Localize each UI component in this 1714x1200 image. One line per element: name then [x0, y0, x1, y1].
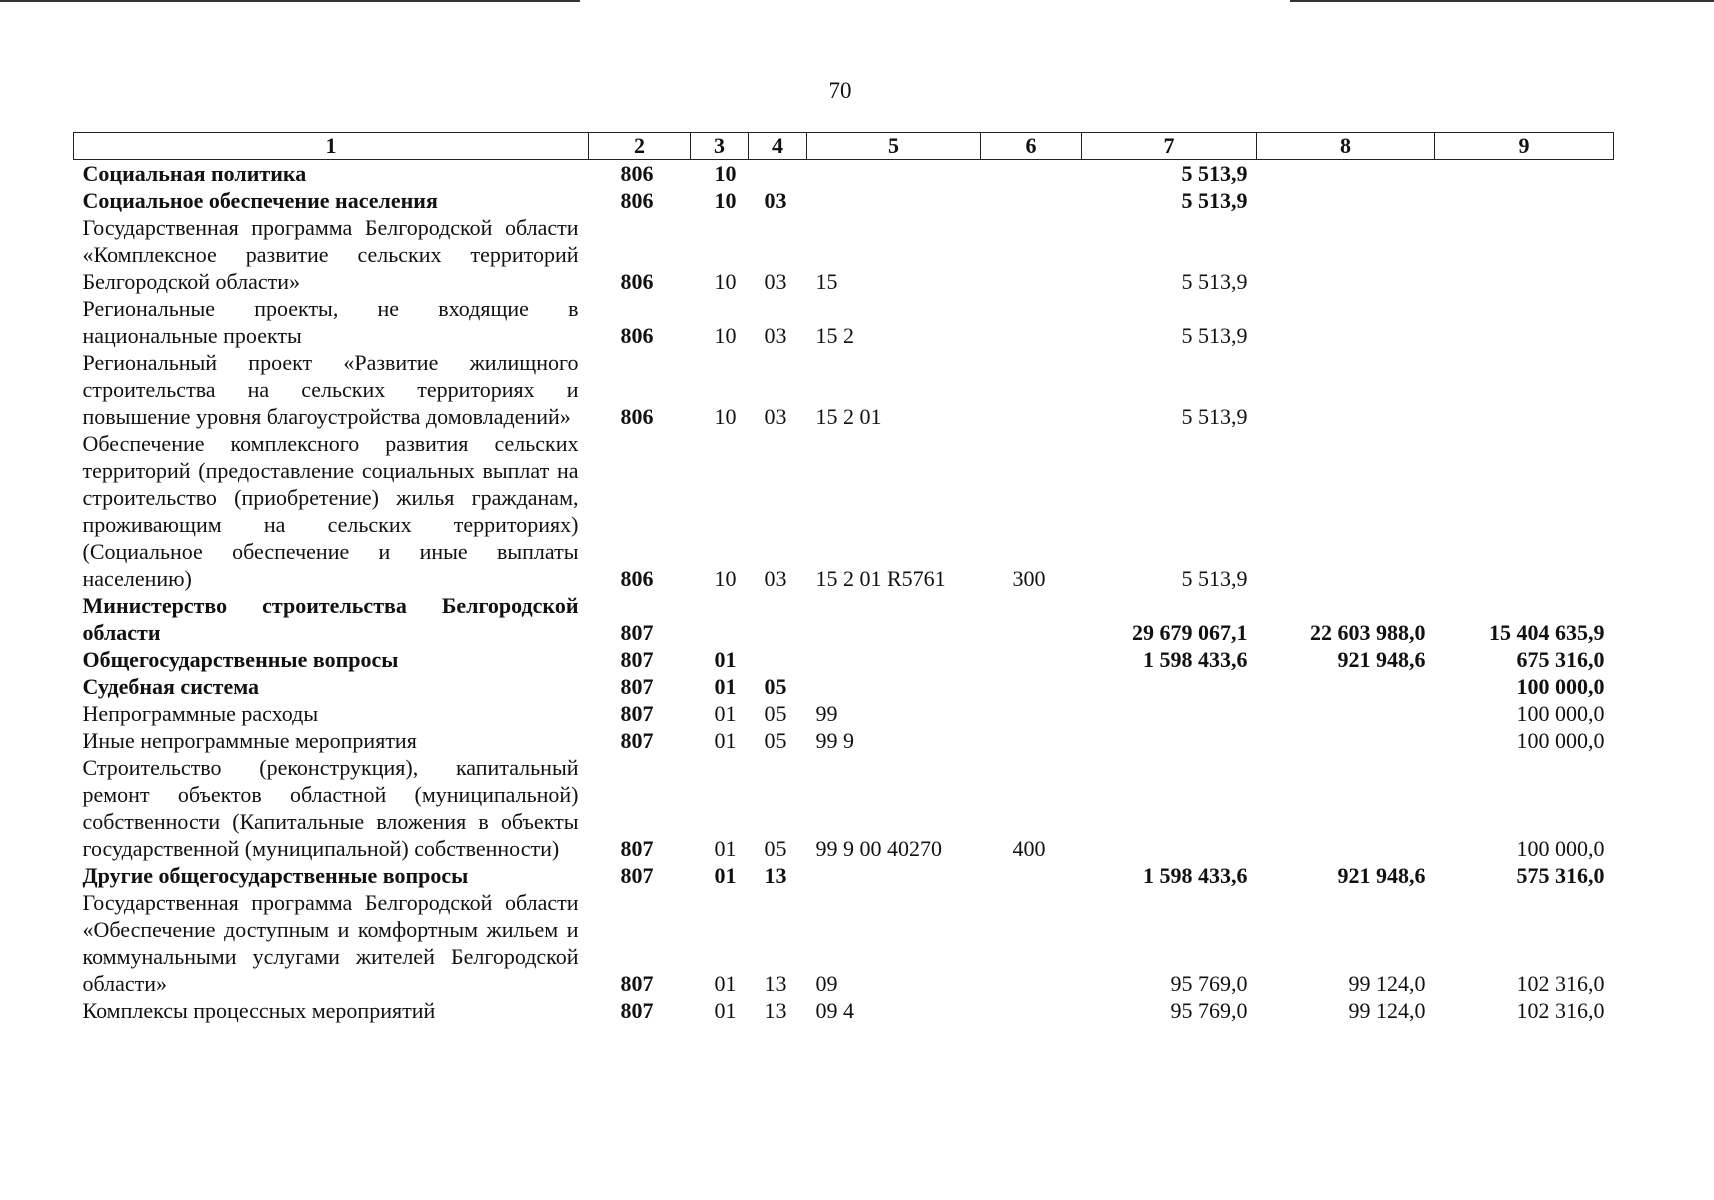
row-code-ministry: 807	[620, 674, 654, 699]
row-amount-col7: 5 513,9	[1181, 269, 1248, 294]
row-code-target	[807, 187, 981, 214]
row-amount-col7	[1082, 727, 1257, 754]
top-rule-left	[0, 0, 580, 2]
row-code-section: 01	[714, 863, 737, 888]
row-description: Социальная политика	[82, 161, 307, 186]
row-code-section	[691, 592, 749, 646]
row-description: Судебная система	[82, 674, 260, 699]
top-rule-right	[1290, 0, 1714, 2]
row-code-ministry: 806	[620, 566, 654, 591]
table-row	[74, 754, 1614, 862]
row-amount-col7: 5 513,9	[1181, 404, 1248, 429]
table-row	[74, 862, 1614, 889]
row-code-expense-type: 400	[1012, 836, 1046, 861]
row-description: Иные непрограммные мероприятия	[82, 728, 417, 753]
row-amount-col9: 100 000,0	[1516, 674, 1605, 699]
row-amount-col9	[1435, 295, 1614, 349]
row-code-subsection	[749, 160, 807, 188]
row-amount-col9: 100 000,0	[1516, 728, 1605, 753]
row-code-ministry: 806	[620, 161, 654, 186]
row-amount-col9	[1435, 160, 1614, 188]
row-amount-col8	[1257, 754, 1435, 862]
row-amount-col8	[1257, 349, 1435, 430]
row-code-section: 01	[714, 971, 737, 996]
row-amount-col8: 921 948,6	[1337, 647, 1426, 672]
row-amount-col8	[1257, 673, 1435, 700]
row-amount-col9: 15 404 635,9	[1489, 620, 1605, 645]
table-row	[74, 727, 1614, 754]
row-code-subsection: 13	[764, 863, 787, 888]
row-code-section: 01	[714, 836, 737, 861]
row-code-expense-type	[981, 295, 1082, 349]
row-code-ministry: 807	[620, 971, 654, 996]
row-code-expense-type	[981, 727, 1082, 754]
page-number: 70	[828, 78, 852, 103]
row-code-target: 15	[815, 269, 838, 294]
row-code-subsection: 03	[764, 323, 787, 348]
row-code-subsection	[749, 646, 807, 673]
row-code-section: 10	[714, 188, 737, 213]
header-col-1: 1	[74, 133, 589, 160]
table-row	[74, 160, 1614, 188]
row-amount-col9	[1435, 214, 1614, 295]
row-code-ministry: 807	[620, 863, 654, 888]
table-body	[74, 160, 1614, 1025]
row-amount-col9	[1435, 349, 1614, 430]
header-col-4: 4	[749, 133, 807, 160]
row-amount-col7: 5 513,9	[1181, 323, 1248, 348]
row-code-target: 09	[815, 971, 838, 996]
table-row	[74, 592, 1614, 646]
row-code-expense-type	[981, 187, 1082, 214]
row-code-subsection: 03	[764, 269, 787, 294]
row-amount-col8	[1257, 700, 1435, 727]
row-code-expense-type	[981, 673, 1082, 700]
budget-table	[73, 132, 1614, 1024]
row-code-ministry: 806	[620, 269, 654, 294]
row-amount-col9: 102 316,0	[1516, 998, 1605, 1023]
row-description: Министерство строительства Белгородской области	[82, 593, 579, 645]
row-code-subsection: 13	[764, 998, 787, 1023]
row-code-section: 10	[714, 323, 737, 348]
row-amount-col7	[1082, 754, 1257, 862]
row-description: Общегосударственные вопросы	[82, 647, 399, 672]
row-amount-col9	[1435, 187, 1614, 214]
row-code-ministry: 807	[620, 998, 654, 1023]
row-amount-col8	[1257, 187, 1435, 214]
row-code-target: 99 9	[815, 728, 854, 753]
row-code-target	[807, 862, 981, 889]
row-amount-col9: 102 316,0	[1516, 971, 1605, 996]
row-amount-col7	[1082, 700, 1257, 727]
table-row	[74, 214, 1614, 295]
row-code-expense-type: 300	[1012, 566, 1046, 591]
row-amount-col8: 99 124,0	[1348, 998, 1426, 1023]
header-col-8: 8	[1257, 133, 1435, 160]
row-code-target	[807, 160, 981, 188]
header-col-6: 6	[981, 133, 1082, 160]
header-col-5: 5	[807, 133, 981, 160]
row-code-ministry: 807	[620, 620, 654, 645]
header-col-3: 3	[691, 133, 749, 160]
row-code-subsection: 13	[764, 971, 787, 996]
row-description: Непрограммные расходы	[82, 701, 319, 726]
row-code-expense-type	[981, 862, 1082, 889]
row-description: Государственная программа Белгородской области «Обеспечение доступным и комфортным жильем и коммунальными услугами жителей Белгородской области»	[82, 890, 579, 996]
row-code-section: 10	[714, 269, 737, 294]
row-amount-col8	[1257, 160, 1435, 188]
row-code-subsection: 05	[764, 674, 787, 699]
row-code-target: 15 2 01 R5761	[815, 566, 946, 591]
header-row	[74, 133, 1614, 160]
row-code-ministry: 807	[620, 728, 654, 753]
row-code-ministry: 806	[620, 323, 654, 348]
row-code-subsection: 05	[764, 728, 787, 753]
row-code-section: 10	[714, 161, 737, 186]
row-amount-col7: 5 513,9	[1181, 188, 1248, 213]
row-code-target	[807, 673, 981, 700]
row-code-expense-type	[981, 592, 1082, 646]
row-code-subsection: 05	[764, 701, 787, 726]
table-row	[74, 295, 1614, 349]
row-code-expense-type	[981, 646, 1082, 673]
row-code-ministry: 807	[620, 701, 654, 726]
row-description: Государственная программа Белгородской области «Комплексное развитие сельских территорий Белгородской области»	[82, 215, 579, 294]
header-col-7: 7	[1082, 133, 1257, 160]
row-code-ministry: 806	[620, 188, 654, 213]
row-code-expense-type	[981, 997, 1082, 1024]
header-col-2: 2	[589, 133, 691, 160]
row-amount-col8: 921 948,6	[1337, 863, 1426, 888]
row-code-expense-type	[981, 700, 1082, 727]
row-code-section: 01	[714, 647, 737, 672]
row-description: Комплексы процессных мероприятий	[82, 998, 436, 1023]
table-row	[74, 349, 1614, 430]
table-row	[74, 430, 1614, 592]
row-amount-col9: 100 000,0	[1516, 836, 1605, 861]
row-amount-col7: 95 769,0	[1170, 998, 1248, 1023]
row-description: Обеспечение комплексного развития сельских территорий (предоставление социальных выплат на строительство (приобретение) жилья гражданам, проживающим на сельских территориях) (Социальное обеспечение и иные выплаты населению)	[82, 431, 579, 591]
row-code-subsection: 05	[764, 836, 787, 861]
row-amount-col7: 29 679 067,1	[1132, 620, 1248, 645]
row-description: Другие общегосударственные вопросы	[82, 863, 469, 888]
row-amount-col8	[1257, 430, 1435, 592]
table-row	[74, 673, 1614, 700]
row-code-section: 01	[714, 998, 737, 1023]
row-code-section: 10	[714, 566, 737, 591]
table-row	[74, 646, 1614, 673]
row-code-ministry: 806	[620, 404, 654, 429]
row-amount-col8: 22 603 988,0	[1310, 620, 1426, 645]
row-amount-col9: 100 000,0	[1516, 701, 1605, 726]
row-description: Региональные проекты, не входящие в национальные проекты	[82, 296, 579, 348]
row-amount-col8	[1257, 727, 1435, 754]
row-code-expense-type	[981, 889, 1082, 997]
row-code-target: 09 4	[815, 998, 854, 1023]
row-amount-col7: 5 513,9	[1181, 566, 1248, 591]
row-amount-col7: 1 598 433,6	[1143, 863, 1248, 888]
row-code-subsection: 03	[764, 188, 787, 213]
row-code-subsection	[749, 592, 807, 646]
row-amount-col8	[1257, 295, 1435, 349]
table-row	[74, 187, 1614, 214]
table-row	[74, 889, 1614, 997]
row-code-section: 10	[714, 404, 737, 429]
row-code-section: 01	[714, 728, 737, 753]
row-amount-col7: 95 769,0	[1170, 971, 1248, 996]
header-col-9: 9	[1435, 133, 1614, 160]
row-code-expense-type	[981, 349, 1082, 430]
table-row	[74, 997, 1614, 1024]
row-code-target	[807, 646, 981, 673]
row-amount-col7: 5 513,9	[1181, 161, 1248, 186]
row-code-expense-type	[981, 160, 1082, 188]
row-amount-col9	[1435, 430, 1614, 592]
row-code-subsection: 03	[764, 404, 787, 429]
row-amount-col8	[1257, 214, 1435, 295]
row-code-section: 01	[714, 674, 737, 699]
row-code-target: 15 2	[815, 323, 854, 348]
row-code-target: 99 9 00 40270	[815, 836, 942, 861]
row-description: Социальное обеспечение населения	[82, 188, 438, 213]
row-code-ministry: 807	[620, 836, 654, 861]
row-amount-col7: 1 598 433,6	[1143, 647, 1248, 672]
row-code-ministry: 807	[620, 647, 654, 672]
row-description: Строительство (реконструкция), капитальный ремонт объектов областной (муниципальной) собственности (Капитальные вложения в объекты государственной (муниципальной) собственности)	[82, 755, 579, 861]
row-code-target: 15 2 01	[815, 404, 882, 429]
row-amount-col7	[1082, 673, 1257, 700]
table-row	[74, 700, 1614, 727]
row-amount-col9: 575 316,0	[1516, 863, 1605, 888]
row-amount-col9: 675 316,0	[1516, 647, 1605, 672]
row-description: Региональный проект «Развитие жилищного строительства на сельских территориях и повышение уровня благоустройства домовладений»	[82, 350, 579, 429]
row-code-expense-type	[981, 214, 1082, 295]
row-code-section: 01	[714, 701, 737, 726]
row-code-subsection: 03	[764, 566, 787, 591]
row-amount-col8: 99 124,0	[1348, 971, 1426, 996]
row-code-target	[807, 592, 981, 646]
row-code-target: 99	[815, 701, 838, 726]
